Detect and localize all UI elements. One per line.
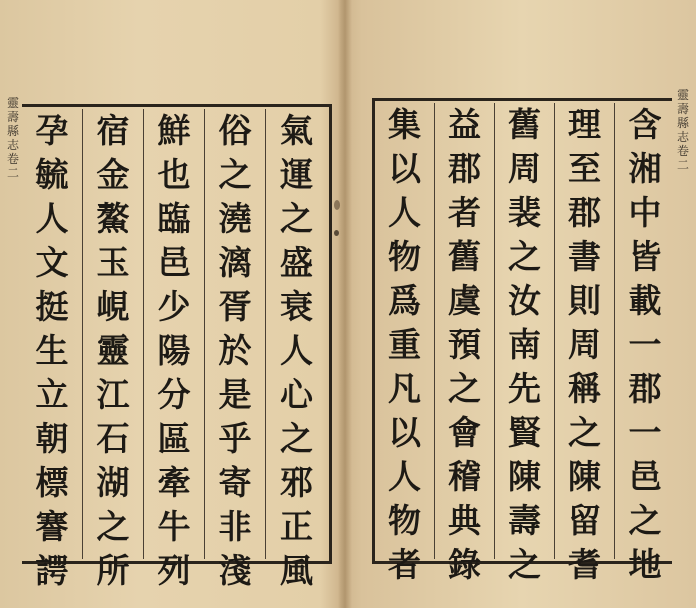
text-character: 寄 <box>218 463 252 502</box>
text-character: 所 <box>96 551 130 590</box>
text-character: 物 <box>388 237 421 276</box>
text-character: 一 <box>628 325 662 364</box>
text-character: 至 <box>568 149 601 188</box>
text-character: 重 <box>388 325 421 364</box>
text-character: 預 <box>448 325 481 364</box>
text-character: 文 <box>35 243 69 282</box>
text-character: 邪 <box>280 463 313 502</box>
text-character: 地 <box>628 545 662 584</box>
text-character: 之 <box>448 369 481 408</box>
text-character: 少 <box>157 287 191 326</box>
text-character: 典 <box>448 501 481 540</box>
text-character: 臨 <box>157 199 191 238</box>
text-character: 於 <box>218 331 252 370</box>
binding-hole <box>334 230 339 236</box>
margin-label-char: 二 <box>676 158 689 172</box>
margin-label-char: 靈 <box>676 88 689 102</box>
text-character: 謇 <box>35 507 69 546</box>
text-column <box>495 103 555 584</box>
text-character: 周 <box>568 325 601 364</box>
text-character: 牛 <box>157 507 191 546</box>
text-character: 挺 <box>35 287 69 326</box>
text-character: 人 <box>388 457 421 496</box>
text-character: 湘 <box>628 149 662 188</box>
text-character: 運 <box>280 155 313 194</box>
text-character: 孕 <box>35 111 69 150</box>
text-character: 心 <box>280 375 313 414</box>
text-character: 陽 <box>157 331 191 370</box>
text-character: 正 <box>280 507 313 546</box>
text-column <box>22 109 83 590</box>
text-character: 氣 <box>280 111 313 150</box>
text-character: 理 <box>568 105 601 144</box>
text-character: 金 <box>96 155 130 194</box>
text-column <box>266 109 327 590</box>
margin-label-char: 靈 <box>6 96 19 110</box>
text-character: 爲 <box>388 281 421 320</box>
text-character: 宿 <box>96 111 130 150</box>
right-margin-label <box>670 88 696 172</box>
text-character: 之 <box>628 501 662 540</box>
margin-label-char: 壽 <box>6 110 19 124</box>
text-character: 之 <box>218 155 252 194</box>
text-character: 分 <box>157 375 191 414</box>
text-character: 峴 <box>96 287 130 326</box>
margin-label-char: 縣 <box>6 124 19 138</box>
text-character: 郡 <box>628 369 662 408</box>
text-character: 澆 <box>218 199 252 238</box>
margin-label-char: 志 <box>6 138 19 152</box>
text-character: 區 <box>157 419 191 458</box>
text-character: 立 <box>35 375 69 414</box>
text-column <box>375 103 435 584</box>
margin-label-char: 卷 <box>676 144 689 158</box>
text-character: 之 <box>508 545 541 584</box>
text-character: 列 <box>157 551 191 590</box>
text-character: 乎 <box>218 419 252 458</box>
right-page <box>348 0 696 608</box>
text-character: 則 <box>568 281 601 320</box>
text-character: 人 <box>388 193 421 232</box>
text-character: 胥 <box>218 287 252 326</box>
text-character: 者 <box>448 193 481 232</box>
text-character: 盛 <box>280 243 313 282</box>
text-character: 者 <box>388 545 421 584</box>
text-character: 衰 <box>280 287 313 326</box>
text-character: 朝 <box>35 419 69 458</box>
margin-label-char: 縣 <box>676 116 689 130</box>
text-character: 物 <box>388 501 421 540</box>
text-character: 賢 <box>508 413 541 452</box>
text-column <box>205 109 266 590</box>
text-character: 人 <box>280 331 313 370</box>
text-character: 邑 <box>157 243 191 282</box>
right-text-frame <box>372 98 672 584</box>
text-character: 標 <box>35 463 69 502</box>
text-character: 舊 <box>508 105 541 144</box>
text-character: 集 <box>388 105 421 144</box>
text-character: 之 <box>96 507 130 546</box>
text-character: 鰲 <box>96 199 130 238</box>
text-character: 之 <box>568 413 601 452</box>
text-character: 陳 <box>508 457 541 496</box>
text-character: 壽 <box>508 501 541 540</box>
left-page <box>0 0 344 608</box>
text-character: 舊 <box>448 237 481 276</box>
text-character: 周 <box>508 149 541 188</box>
text-column <box>615 103 675 584</box>
text-column <box>555 103 615 584</box>
text-character: 中 <box>628 193 662 232</box>
text-character: 皆 <box>628 237 662 276</box>
text-character: 益 <box>448 105 481 144</box>
text-character: 靈 <box>96 331 130 370</box>
text-character: 先 <box>508 369 541 408</box>
text-character: 南 <box>508 325 541 364</box>
text-character: 毓 <box>35 155 69 194</box>
text-character: 以 <box>388 149 421 188</box>
text-character: 俗 <box>218 111 252 150</box>
text-character: 虞 <box>448 281 481 320</box>
text-character: 留 <box>568 501 601 540</box>
text-character: 之 <box>280 199 313 238</box>
margin-label-char: 二 <box>6 166 19 180</box>
text-character: 生 <box>35 331 69 370</box>
text-column <box>83 109 144 590</box>
text-character: 牽 <box>157 463 191 502</box>
text-character: 之 <box>280 419 313 458</box>
text-character: 鮮 <box>157 111 191 150</box>
margin-label-char: 壽 <box>676 102 689 116</box>
margin-label-char: 卷 <box>6 152 19 166</box>
text-character: 稽 <box>448 457 481 496</box>
binding-hole <box>334 200 340 210</box>
text-character: 凡 <box>388 369 421 408</box>
text-character: 玉 <box>96 243 130 282</box>
text-column <box>435 103 495 584</box>
text-character: 以 <box>388 413 421 452</box>
text-character: 耆 <box>568 545 601 584</box>
text-character: 非 <box>218 507 252 546</box>
text-character: 載 <box>628 281 662 320</box>
text-character: 湖 <box>96 463 130 502</box>
text-character: 淺 <box>218 551 252 590</box>
text-column <box>144 109 205 590</box>
text-character: 郡 <box>448 149 481 188</box>
text-character: 錄 <box>448 545 481 584</box>
text-character: 汝 <box>508 281 541 320</box>
text-character: 會 <box>448 413 481 452</box>
text-character: 裴 <box>508 193 541 232</box>
text-character: 諤 <box>35 551 69 590</box>
text-character: 風 <box>280 551 313 590</box>
text-character: 稱 <box>568 369 601 408</box>
text-character: 之 <box>508 237 541 276</box>
text-character: 郡 <box>568 193 601 232</box>
text-character: 書 <box>568 237 601 276</box>
margin-label-char: 志 <box>676 130 689 144</box>
left-text-frame <box>22 104 332 590</box>
text-character: 是 <box>218 375 252 414</box>
text-character: 石 <box>96 419 130 458</box>
text-character: 含 <box>628 105 662 144</box>
text-character: 漓 <box>218 243 252 282</box>
text-character: 也 <box>157 155 191 194</box>
text-character: 邑 <box>628 457 662 496</box>
text-character: 江 <box>96 375 130 414</box>
text-character: 陳 <box>568 457 601 496</box>
text-character: 一 <box>628 413 662 452</box>
text-character: 人 <box>35 199 69 238</box>
